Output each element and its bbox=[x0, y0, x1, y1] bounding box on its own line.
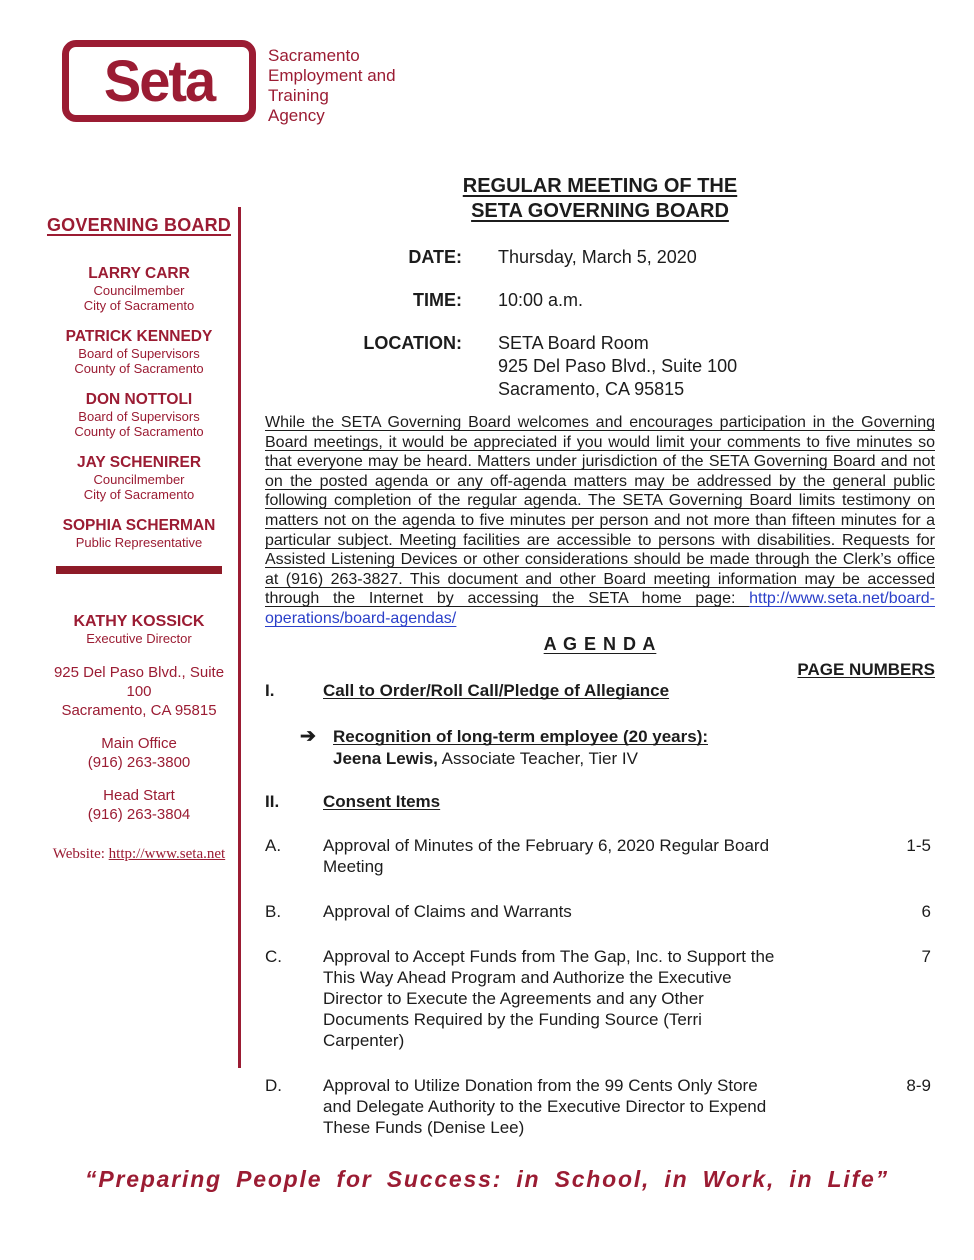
meeting-location-row bbox=[265, 332, 935, 401]
time-label: TIME: bbox=[413, 290, 462, 310]
board-member bbox=[45, 453, 233, 502]
board-member bbox=[45, 327, 233, 376]
member-name: PATRICK KENNEDY bbox=[65, 328, 213, 345]
agenda-item-consent bbox=[265, 792, 935, 812]
agenda-heading: A G E N D A bbox=[543, 634, 657, 654]
item-letter: A. bbox=[265, 836, 282, 855]
location-label: LOCATION: bbox=[363, 333, 462, 353]
agency-name-line: Agency bbox=[268, 106, 325, 125]
item-text: Approval of Minutes of the February 6, 2020 Regular Board Meeting bbox=[323, 836, 770, 876]
recognition-detail bbox=[333, 748, 708, 770]
meeting-title-line: REGULAR MEETING OF THE bbox=[462, 175, 738, 197]
member-title: County of Sacramento bbox=[74, 424, 204, 439]
consent-item-a bbox=[265, 835, 935, 877]
item-pages: 8-9 bbox=[906, 1076, 931, 1095]
location-line: 925 Del Paso Blvd., Suite 100 bbox=[498, 356, 738, 376]
date-value: Thursday, March 5, 2020 bbox=[498, 247, 697, 267]
consent-items-list bbox=[265, 835, 935, 1162]
seta-logo bbox=[62, 40, 256, 122]
director-name: KATHY KOSSICK bbox=[73, 613, 205, 630]
member-title: Councilmember bbox=[93, 472, 185, 487]
website-block bbox=[45, 846, 233, 863]
sidebar-divider-bar bbox=[56, 566, 222, 574]
agency-name bbox=[268, 46, 396, 126]
member-title: City of Sacramento bbox=[83, 487, 195, 502]
board-member bbox=[45, 516, 233, 550]
agency-name-line: Sacramento bbox=[268, 46, 360, 65]
item-title: Consent Items bbox=[323, 792, 441, 811]
head-start-label: Head Start bbox=[103, 787, 175, 804]
item-numeral: I. bbox=[265, 681, 275, 700]
item-pages: 6 bbox=[921, 902, 931, 921]
consent-item-d bbox=[265, 1075, 935, 1138]
location-line: SETA Board Room bbox=[498, 333, 649, 353]
meeting-time-row bbox=[265, 289, 935, 312]
item-title: Call to Order/Roll Call/Pledge of Allegiance bbox=[323, 681, 670, 700]
main-office-label: Main Office bbox=[101, 735, 177, 752]
sidebar-heading: GOVERNING BOARD bbox=[46, 215, 231, 235]
main-office-block bbox=[45, 734, 233, 772]
executive-director-block bbox=[45, 612, 233, 647]
director-title: Executive Director bbox=[86, 631, 192, 646]
notice-text: While the SETA Governing Board welcomes and encourages participation in the Governing Board meetings, it would be appreciated if you would limit your comments to five minutes so that everyone may be heard. Matters under jurisdiction of the SETA Governing Board and not on the posted agenda or any off-agenda matters may be addressed by the general public following completion of the regular agenda. The SETA Governing Board limits testimony on matters not on the agenda to five minutes per person and not more than fifteen minutes for a particular subject. Meeting facilities are accessible to persons with disabilities. Requests for Assisted Listening Devices or other considerations should be made through the Clerk’s office at (916) 263-3827. This document and other Board meeting information may be accessed through the Internet by accessing the SETA home page: bbox=[265, 414, 935, 608]
board-member bbox=[45, 264, 233, 313]
member-name: LARRY CARR bbox=[88, 265, 190, 282]
sidebar-vertical-rule bbox=[238, 207, 241, 1068]
item-numeral: II. bbox=[265, 792, 280, 811]
board-member bbox=[45, 390, 233, 439]
consent-item-b bbox=[265, 901, 935, 922]
agency-name-line: Employment and bbox=[268, 66, 396, 85]
website-label: Website: bbox=[52, 846, 109, 862]
meeting-date-row bbox=[265, 246, 935, 269]
member-title: Public Representative bbox=[75, 535, 203, 550]
location-value bbox=[498, 332, 737, 401]
agency-address bbox=[45, 663, 233, 720]
item-letter: D. bbox=[265, 1076, 282, 1095]
public-participation-notice bbox=[265, 413, 935, 629]
address-line: Sacramento, CA 95815 bbox=[61, 702, 217, 719]
member-name: SOPHIA SCHERMAN bbox=[62, 517, 216, 534]
member-title: County of Sacramento bbox=[74, 361, 204, 376]
member-title: Councilmember bbox=[93, 283, 185, 298]
governing-board-sidebar bbox=[45, 215, 233, 863]
arrow-icon: ➔ bbox=[300, 726, 316, 747]
item-text: Approval to Utilize Donation from the 99 Cents Only Store and Delegate Authority to the Executive Director to Expend These Funds (Denise Lee) bbox=[323, 1076, 767, 1137]
item-letter: C. bbox=[265, 947, 282, 966]
item-pages: 7 bbox=[921, 947, 931, 966]
item-text: Approval of Claims and Warrants bbox=[323, 902, 572, 921]
address-line: 925 Del Paso Blvd., Suite 100 bbox=[53, 664, 225, 700]
meeting-title bbox=[265, 174, 935, 224]
item-text: Approval to Accept Funds from The Gap, Inc. to Support the This Way Ahead Program and Authorize the Executive Director to Execute the Agreements and any Other Documents Required by the Funding Source (Terri Carpenter) bbox=[323, 947, 775, 1050]
consent-item-c bbox=[265, 946, 935, 1051]
meeting-title-line: SETA GOVERNING BOARD bbox=[471, 200, 729, 222]
employee-role: Associate Teacher, Tier IV bbox=[437, 748, 638, 768]
location-line: Sacramento, CA 95815 bbox=[498, 379, 685, 399]
agenda-item-call-to-order bbox=[265, 681, 935, 701]
time-value: 10:00 a.m. bbox=[498, 290, 584, 310]
board-members-list bbox=[45, 264, 233, 550]
website-link[interactable]: http://www.seta.net bbox=[108, 846, 226, 862]
tagline-footer: “Preparing People for Success: in School, in Work, in Life” bbox=[85, 1166, 889, 1192]
recognition-content bbox=[333, 726, 708, 769]
member-title: Board of Supervisors bbox=[78, 409, 200, 424]
agency-name-line: Training bbox=[268, 86, 329, 105]
page-numbers-header: PAGE NUMBERS bbox=[797, 660, 935, 679]
member-title: Board of Supervisors bbox=[78, 346, 200, 361]
main-office-phone: (916) 263-3800 bbox=[87, 754, 191, 771]
board-agendas-link[interactable]: http://www.seta.net/board-operations/board-agendas/ bbox=[265, 590, 935, 627]
member-name: JAY SCHENIRER bbox=[76, 454, 202, 471]
recognition-item bbox=[300, 726, 708, 769]
employee-name: Jeena Lewis, bbox=[333, 748, 438, 768]
item-pages: 1-5 bbox=[906, 836, 931, 855]
date-label: DATE: bbox=[408, 247, 462, 267]
head-start-phone: (916) 263-3804 bbox=[87, 806, 191, 823]
seta-logo-text: Seta bbox=[103, 47, 215, 114]
meeting-details bbox=[265, 246, 935, 421]
recognition-title: Recognition of long-term employee (20 years): bbox=[333, 727, 709, 746]
head-start-block bbox=[45, 786, 233, 824]
member-name: DON NOTTOLI bbox=[85, 391, 193, 408]
item-letter: B. bbox=[265, 902, 282, 921]
member-title: City of Sacramento bbox=[83, 298, 195, 313]
